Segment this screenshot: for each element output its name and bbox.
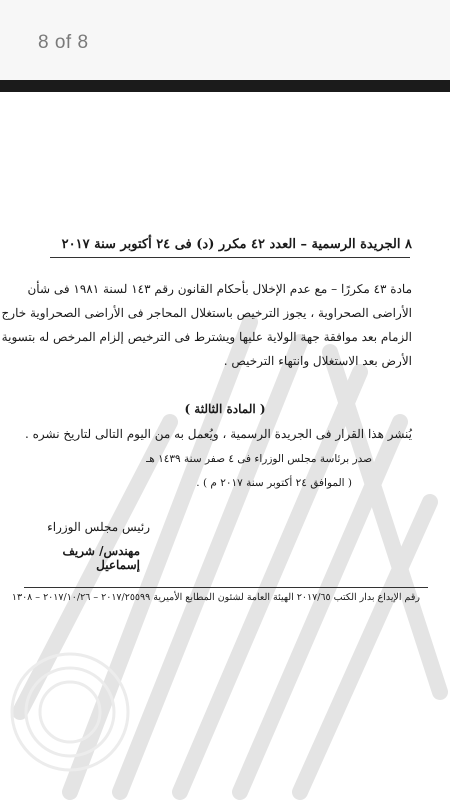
footer-divider (24, 587, 428, 588)
text-line: الأراضى الصحراوية ، يجوز الترخيص باستغلال المحاجر فى الأراضى الصحراوية خارج (1, 306, 412, 320)
text-line: مادة ٤٣ مكررًا – مع عدم الإخلال بأحكام القانون رقم ١٤٣ لسنة ١٩٨١ فى شأن (27, 282, 412, 296)
text-line: يُنشر هذا القرار فى الجريدة الرسمية ، ويُعمل به من اليوم التالى لتاريخ نشره . (24, 427, 412, 441)
signature-title: رئيس مجلس الوزراء (47, 520, 150, 534)
page-counter: 8 of 8 (38, 32, 89, 53)
header-divider (50, 257, 410, 258)
issued-gregorian: ( الموافق ٢٤ أكتوبر سنة ٢٠١٧ م ) . (196, 477, 352, 489)
page-top-border (0, 80, 450, 92)
gazette-header: ٨ الجريدة الرسمية – العدد ٤٢ مكرر (د) فى ٢٤ أكتوبر سنة ٢٠١٧ (61, 237, 412, 252)
signature-name: مهندس/ شريف إسماعيل (62, 544, 140, 572)
footer-deposit-info: رقم الإيداع بدار الكتب ٢٠١٧/٦٥ الهيئة العامة لشئون المطابع الأميرية ٢٠١٧/٢٥٥٩٩ – ٢٠١٧/١٠/٢٦ – ١٣٠٨ (11, 592, 420, 603)
viewer-toolbar (0, 0, 450, 80)
document-page (0, 92, 450, 800)
watermark-seal (0, 92, 450, 800)
text-line: الأرض بعد الاستغلال وانتهاء الترخيص . (223, 354, 412, 368)
issued-hijri: صدر برئاسة مجلس الوزراء فى ٤ صفر سنة ١٤٣٩ هـ (146, 453, 372, 465)
article-3-title: ( المادة الثالثة ) (184, 402, 266, 416)
text-line: الزمام بعد موافقة جهة الولاية عليها ويشترط فى الترخيص إلزام المرخص له بتسوية (1, 330, 412, 344)
